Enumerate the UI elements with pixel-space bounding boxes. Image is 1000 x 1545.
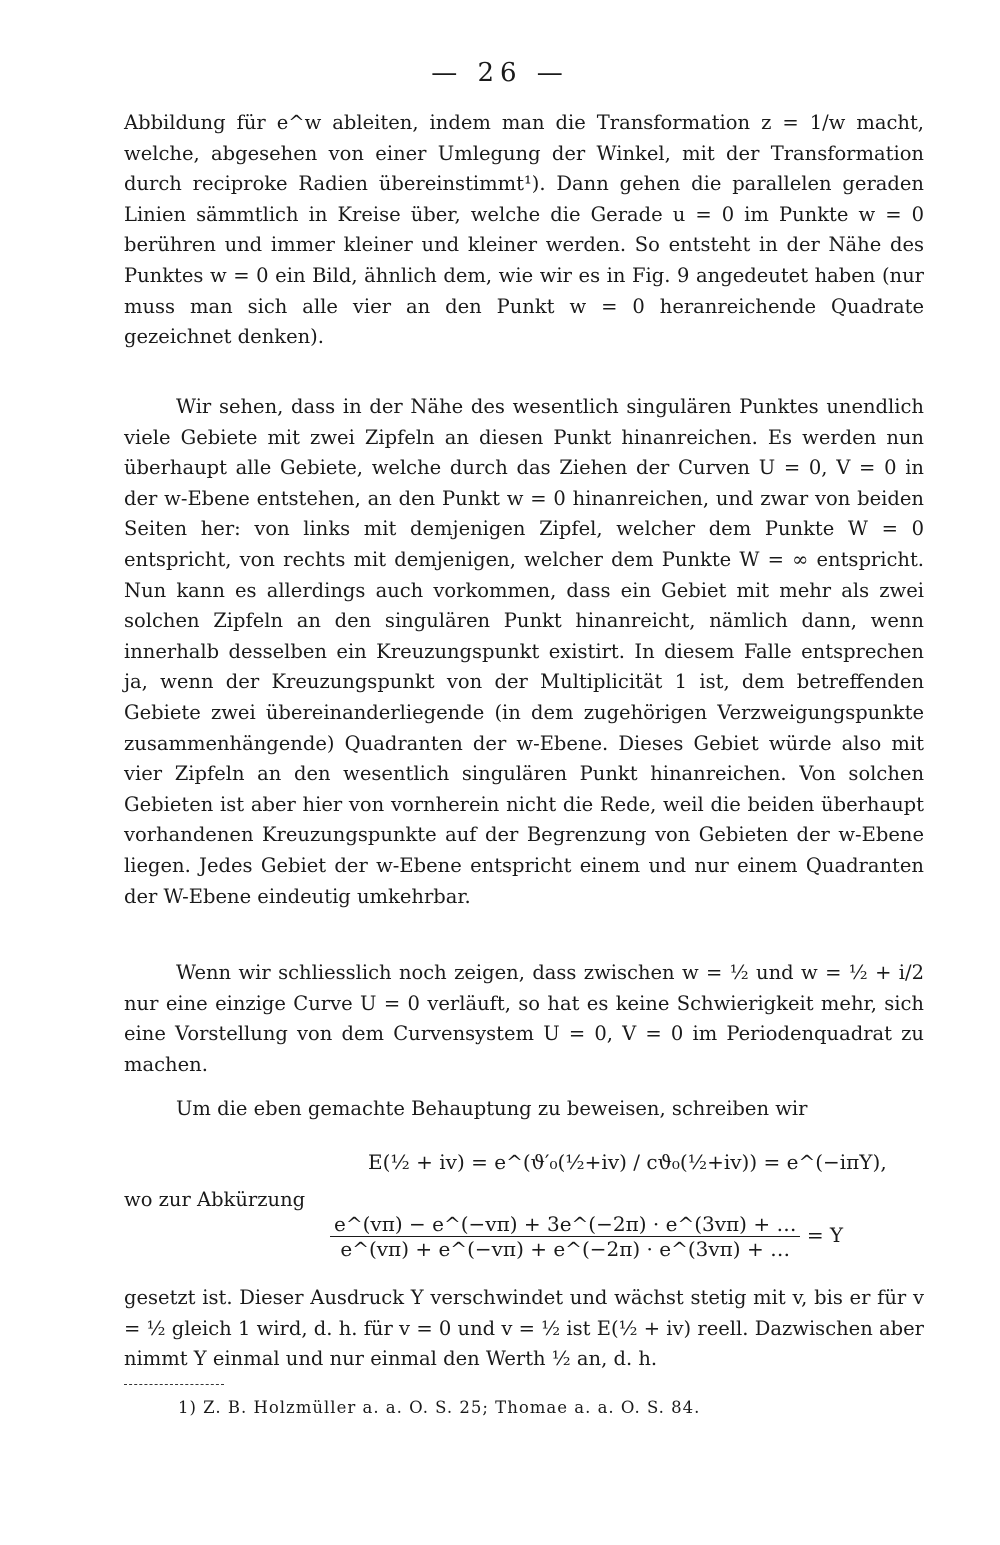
footnote-rule [124, 1384, 224, 1385]
equation-2-fraction [330, 1212, 800, 1261]
paragraph-4: Um die eben gemachte Behauptung zu beweisen, schreiben wir [176, 1097, 808, 1120]
paragraph-3: Wenn wir schliesslich noch zeigen, dass zwischen w = ½ und w = ½ + i/2 nur eine einzige Curve U = 0 verläuft, so hat es keine Schwierigkeit mehr, sich eine Vorstellung von dem Curvensystem U = 0, V = 0 im Periodenquadrat zu machen. [124, 961, 924, 1076]
equation-2-numerator: e^(vπ) − e^(−vπ) + 3e^(−2π) · e^(3vπ) + … [334, 1212, 797, 1236]
equation-2-denominator: e^(vπ) + e^(−vπ) + e^(−2π) · e^(3vπ) + … [330, 1236, 800, 1261]
equation-2 [330, 1212, 843, 1261]
footnote: 1) Z. B. Holzmüller a. a. O. S. 25; Thomae a. a. O. S. 84. [178, 1398, 701, 1417]
paragraph-2: Wir sehen, dass in der Nähe des wesentlich singulären Punktes unendlich viele Gebiete mit zwei Zipfeln an diesen Punkt hinanreichen. Es werden nun überhaupt alle Gebiete, welche durch das Ziehen der Curven U = 0, V = 0 in der w-Ebene entstehen, an den Punkt w = 0 hinanreichen, und zwar von beiden Seiten her: von links mit demjenigen Zipfel, welcher dem Punkte W = 0 entspricht, von rechts mit demjenigen, welcher dem Punkte W = ∞ entspricht. Nun kann es allerdings auch vorkommen, dass ein Gebiet mit mehr als zwei solchen Zipfeln an den singulären Punkt hinanreicht, nämlich dann, wenn innerhalb desselben ein Kreuzungspunkt existirt. In diesem Falle entsprechen ja, wenn der Kreuzungspunkt von der Multiplicität 1 ist, dem betreffenden Gebiete zwei übereinanderliegende (in dem zugehörigen Verzweigungspunkte zusammenhängende) Quadranten der w-Ebene. Dieses Gebiet würde also mit vier Zipfeln an den wesentlich singulären Punkt hinanreichen. Von solchen Gebieten ist aber hier von vornherein nicht die Rede, weil die beiden überhaupt vorhandenen Kreuzungspunkte auf der Begrenzung von Gebieten der w-Ebene liegen. Jedes Gebiet der w-Ebene entspricht einem und nur einem Quadranten der W-Ebene eindeutig umkehrbar. [124, 395, 924, 908]
equation-2-rhs: = Y [806, 1223, 844, 1247]
paragraph-5: gesetzt ist. Dieser Ausdruck Y verschwindet und wächst stetig mit v, bis er für v = ½ gleich 1 wird, d. h. für v = 0 und v = ½ ist E(½ + iv) reell. Dazwischen aber nimmt Y einmal und nur einmal den Werth ½ an, d. h. [124, 1286, 924, 1371]
page-number: — 26 — [431, 58, 569, 88]
wo-label: wo zur Abkürzung [124, 1188, 306, 1211]
equation-1: E(½ + iv) = e^(ϑ′₀(½+iv) / cϑ₀(½+iv)) = e^(−iπY), [368, 1150, 887, 1174]
paragraph-1: Abbildung für e^w ableiten, indem man die Transformation z = 1/w macht, welche, abgesehen von einer Umlegung der Winkel, mit der Transformation durch reciproke Radien übereinstimmt¹). Dann gehen die parallelen geraden Linien sämmtlich in Kreise über, welche die Gerade u = 0 im Punkte w = 0 berühren und immer kleiner und kleiner werden. So entsteht in der Nähe des Punktes w = 0 ein Bild, ähnlich dem, wie wir es in Fig. 9 angedeutet haben (nur muss man sich alle vier an den Punkt w = 0 heranreichende Quadrate gezeichnet denken). [124, 111, 924, 349]
